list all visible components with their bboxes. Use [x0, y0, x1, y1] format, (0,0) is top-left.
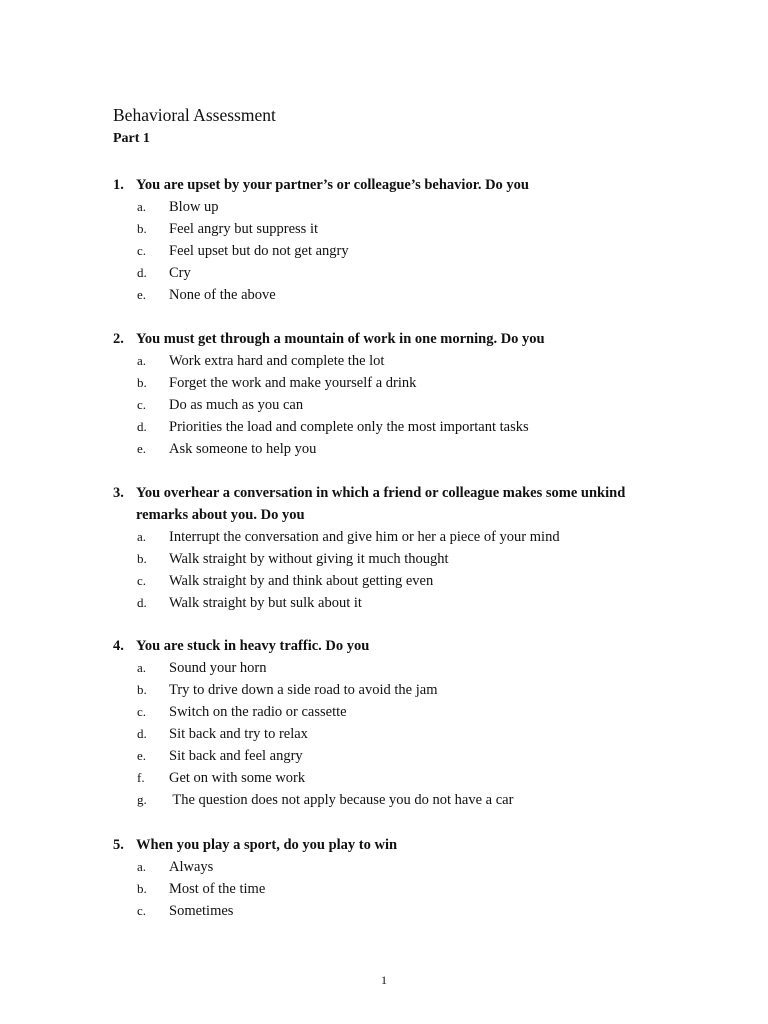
- question-4-heading: [113, 635, 673, 657]
- option-letter: b.: [137, 375, 147, 390]
- option-letter: d.: [137, 265, 147, 280]
- answer-option-1d: [113, 262, 673, 284]
- question-number: 1.: [113, 177, 124, 193]
- option-letter: b.: [137, 221, 147, 236]
- option-text: Work extra hard and complete the lot: [169, 353, 385, 369]
- option-text: Always: [169, 859, 214, 875]
- option-text: Sit back and feel angry: [169, 748, 303, 764]
- answer-option-4d: [113, 723, 673, 745]
- option-text: Switch on the radio or cassette: [169, 704, 347, 720]
- option-letter: b.: [137, 881, 147, 896]
- option-letter: d.: [137, 726, 147, 741]
- question-number: 4.: [113, 638, 124, 654]
- option-text: None of the above: [169, 287, 276, 303]
- answer-option-3b: [113, 548, 673, 570]
- question-text: You must get through a mountain of work in one morning. Do you: [136, 331, 545, 347]
- option-text: The question does not apply because you do not have a car: [169, 792, 514, 808]
- answer-option-1c: [113, 240, 673, 262]
- question-number: 5.: [113, 837, 124, 853]
- question-text: You overhear a conversation in which a friend or colleague makes some unkind remarks about you. Do you: [136, 485, 626, 523]
- option-letter: g.: [137, 792, 147, 807]
- answer-option-2e: [113, 438, 673, 460]
- option-text: Feel angry but suppress it: [169, 221, 319, 237]
- option-text: Sit back and try to relax: [169, 726, 308, 742]
- answer-option-3c: [113, 570, 673, 592]
- question-4: [113, 635, 673, 811]
- option-text: Priorities the load and complete only the most important tasks: [169, 419, 529, 435]
- option-letter: a.: [137, 199, 147, 214]
- answer-option-1b: [113, 218, 673, 240]
- option-text: Cry: [169, 265, 191, 281]
- option-letter: c.: [137, 704, 147, 719]
- option-text: Forget the work and make yourself a drink: [169, 375, 417, 391]
- option-letter: a.: [137, 529, 147, 544]
- answer-option-3d: [113, 592, 673, 614]
- option-letter: b.: [137, 551, 147, 566]
- option-text: Sound your horn: [169, 660, 267, 676]
- option-letter: e.: [137, 441, 147, 456]
- answer-option-4g: [113, 789, 673, 811]
- option-letter: c.: [137, 903, 147, 918]
- option-text: Walk straight by but sulk about it: [169, 595, 362, 611]
- option-letter: a.: [137, 353, 147, 368]
- answer-option-3a: [113, 526, 673, 548]
- option-text: Ask someone to help you: [169, 441, 317, 457]
- question-5-heading: [113, 834, 673, 856]
- answer-option-5b: [113, 878, 673, 900]
- option-letter: d.: [137, 595, 147, 610]
- option-letter: c.: [137, 573, 147, 588]
- option-text: Interrupt the conversation and give him or her a piece of your mind: [169, 529, 560, 545]
- answer-option-4b: [113, 679, 673, 701]
- option-letter: c.: [137, 397, 147, 412]
- option-text: Feel upset but do not get angry: [169, 243, 349, 259]
- option-letter: a.: [137, 660, 147, 675]
- answer-option-4c: [113, 701, 673, 723]
- answer-option-2b: [113, 372, 673, 394]
- option-letter: d.: [137, 419, 147, 434]
- page-number: 1: [381, 973, 387, 987]
- question-2-heading: [113, 328, 673, 350]
- option-text: Get on with some work: [169, 770, 306, 786]
- answer-option-5c: [113, 900, 673, 922]
- option-letter: a.: [137, 859, 147, 874]
- option-text: Try to drive down a side road to avoid the jam: [169, 682, 438, 698]
- option-letter: e.: [137, 287, 147, 302]
- question-1-heading: [113, 174, 673, 196]
- answer-option-1e: [113, 284, 673, 306]
- question-3: [113, 482, 673, 614]
- answer-option-2c: [113, 394, 673, 416]
- option-letter: b.: [137, 682, 147, 697]
- question-number: 2.: [113, 331, 124, 347]
- option-text: Sometimes: [169, 903, 234, 919]
- answer-option-4f: [113, 767, 673, 789]
- question-2: [113, 328, 673, 460]
- answer-option-1a: [113, 196, 673, 218]
- question-number: 3.: [113, 485, 124, 501]
- answer-option-4e: [113, 745, 673, 767]
- question-5: [113, 834, 673, 922]
- option-text: Most of the time: [169, 881, 266, 897]
- answer-option-2d: [113, 416, 673, 438]
- option-text: Blow up: [169, 199, 219, 215]
- option-letter: e.: [137, 748, 147, 763]
- question-1: [113, 174, 673, 306]
- option-text: Walk straight by and think about getting even: [169, 573, 434, 589]
- option-text: Walk straight by without giving it much thought: [169, 551, 449, 567]
- option-text: Do as much as you can: [169, 397, 304, 413]
- question-3-heading: [113, 482, 673, 526]
- document-title: Behavioral Assessment: [113, 105, 276, 125]
- answer-option-5a: [113, 856, 673, 878]
- answer-option-4a: [113, 657, 673, 679]
- question-text: You are stuck in heavy traffic. Do you: [136, 638, 370, 654]
- part-label: Part 1: [113, 131, 150, 146]
- question-text: When you play a sport, do you play to win: [136, 837, 398, 853]
- question-text: You are upset by your partner’s or colleague’s behavior. Do you: [136, 177, 529, 193]
- option-letter: c.: [137, 243, 147, 258]
- option-letter: f.: [137, 770, 145, 785]
- answer-option-2a: [113, 350, 673, 372]
